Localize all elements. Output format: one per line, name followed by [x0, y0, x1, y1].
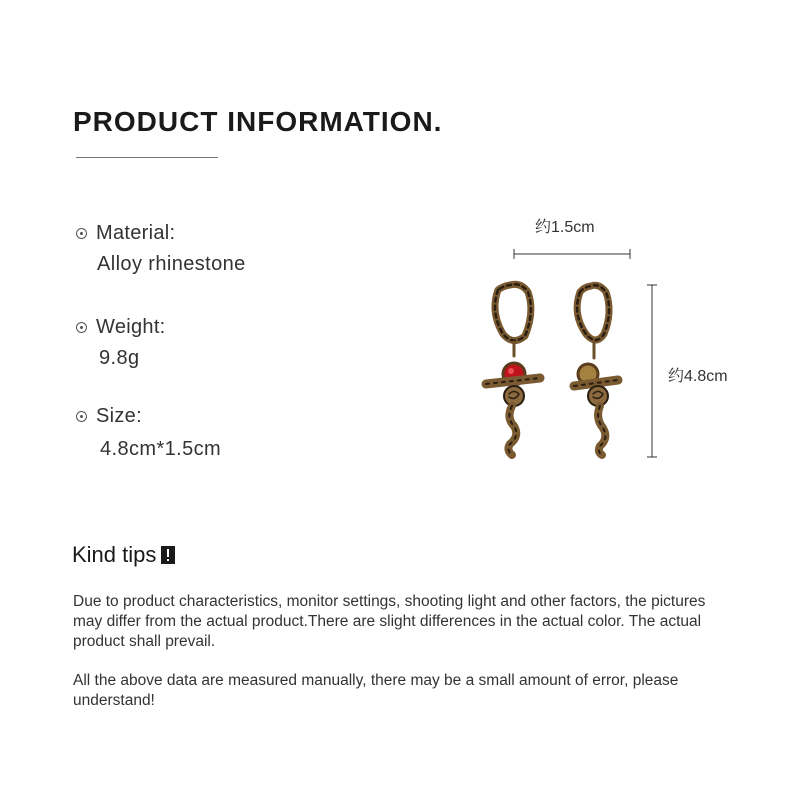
spec-value: 9.8g — [99, 347, 140, 369]
kind-tips-title: Kind tips — [72, 542, 157, 567]
earring-right — [574, 285, 618, 455]
exclamation-icon — [161, 546, 175, 564]
height-dimension-label: 约4.8cm — [668, 368, 728, 385]
earring-left — [486, 284, 540, 455]
height-dimension-line — [647, 285, 657, 457]
spec-label: Weight: — [96, 316, 166, 338]
page-title: PRODUCT INFORMATION. — [73, 106, 443, 137]
disclaimer-color: Due to product characteristics, monitor settings, shooting light and other factors, the pictures may differ from the actual product.There are slight differences in the actual color. The actual product shall prevail. — [73, 593, 706, 650]
spec-value: Alloy rhinestone — [97, 253, 246, 275]
spec-label: Material: — [96, 222, 176, 244]
width-dimension-line — [514, 249, 630, 259]
spec-label: Size: — [96, 405, 142, 427]
disclaimer-measurement: All the above data are measured manually, there may be a small amount of error, please understand! — [73, 672, 679, 709]
width-dimension-label: 约1.5cm — [535, 219, 595, 236]
kind-tips-heading — [72, 542, 175, 568]
spec-value: 4.8cm*1.5cm — [100, 438, 222, 460]
